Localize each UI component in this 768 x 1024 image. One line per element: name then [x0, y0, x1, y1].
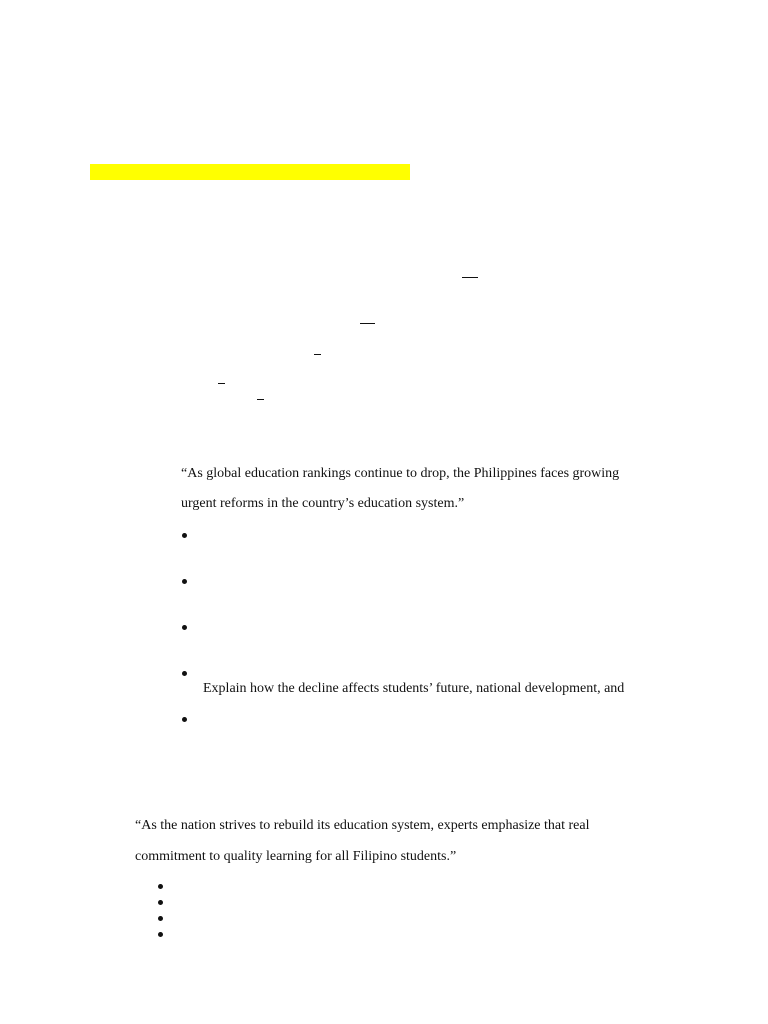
dash-mark — [257, 399, 264, 400]
bullet-point — [182, 579, 187, 584]
quote-2-line-2: commitment to quality learning for all Filipino students.” — [135, 849, 457, 864]
dash-mark — [314, 354, 321, 355]
bullet-point — [158, 916, 163, 921]
bullet-4-text: Explain how the decline affects students’ future, national development, and — [203, 681, 625, 696]
quote-1-line-2: urgent reforms in the country’s education system.” — [181, 496, 465, 511]
bullet-point — [158, 900, 163, 905]
dash-mark — [218, 383, 225, 384]
bullet-point — [182, 717, 187, 722]
dash-mark — [360, 323, 375, 324]
bullet-point — [182, 671, 187, 676]
bullet-point — [182, 533, 187, 538]
dash-mark — [462, 277, 478, 278]
quote-1-line-1: “As global education rankings continue to drop, the Philippines faces growing — [181, 466, 620, 481]
highlight-bar — [90, 164, 410, 180]
bullet-point — [158, 932, 163, 937]
bullet-point — [158, 884, 163, 889]
quote-2-line-1: “As the nation strives to rebuild its education system, experts emphasize that real — [135, 818, 590, 833]
bullet-point — [182, 625, 187, 630]
